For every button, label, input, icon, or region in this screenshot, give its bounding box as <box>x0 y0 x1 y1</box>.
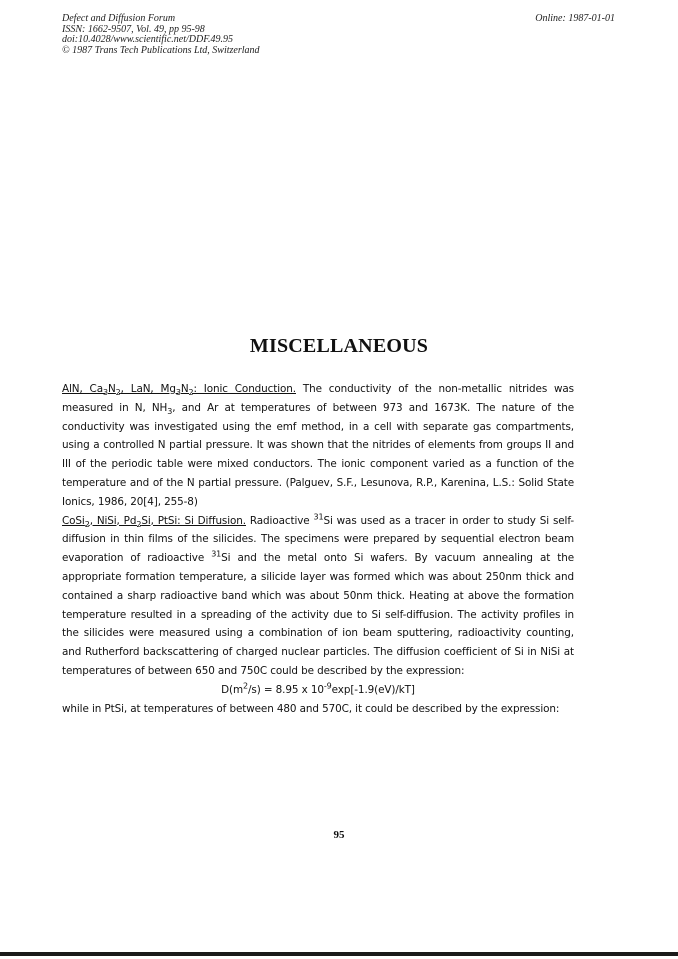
entry-text: , and Ar at temperatures of between 973 and 1673K. The nature of the conductivity was investigated using the emf method, in a cell with separate gas compartments, using a controlled N partial pressure. It was shown that the nitrides of elements from groups II and III of the periodic table were mixed conductors. The ionic component varied as a function of the temperature and of the N partial pressure. (Palguev, S.F., Lesunova, R.P., Karenina, L.S.: Solid State Ionics, 1986, 20[4], 255-8) <box>62 401 574 508</box>
bottom-rule <box>0 952 678 956</box>
journal-name: Defect and Diffusion Forum <box>62 13 176 24</box>
diffusion-equation: $D(m^2/s) = 8.95$ x $10^{-9}\exp[-1.9(eV)/kT]$ <box>221 681 415 696</box>
article-body <box>62 380 574 718</box>
entry-text: Radioactive <box>245 514 314 527</box>
journal-header <box>62 14 260 56</box>
copyright-line: © 1987 Trans Tech Publications Ltd, Switzerland <box>62 44 260 56</box>
page-title: MISCELLANEOUS <box>249 335 429 357</box>
doi-line[interactable]: doi:10.4028/www.scientific.net/DDF.49.95 <box>62 34 234 46</box>
online-date: Online: 1987-01-01 <box>535 13 615 24</box>
entry-text: The conductivity of the non-metallic nitrides was measured in N, NH <box>62 383 574 414</box>
entry-heading: AlN, $Ca_3N_2$, LaN, $Mg_3N_2$: Ionic Conduction. <box>62 383 296 398</box>
entry-continuation: while in PtSi, at temperatures of between 480 and 570C, it could be described by the expression: <box>62 702 560 715</box>
entry-ionic-conduction: AlN, $Ca_3N_2$, LaN, $Mg_3N_2$: Ionic Conduction. The conductivity of the non-metallic nitrides was measured in N, $NH_3$, and Ar at temperatures of between 973 and 1673K. The nature of the conductivity was investigated using the emf method, in a cell with separate gas compartments, using a controlled N partial pressure. It was shown that the nitrides of elements from groups II and III of the periodic table were mixed conductors. The ionic component varied as a function of the temperature and of the N partial pressure. (Palguev, S.F., Lesunova, R.P., Karenina, L.S.: Solid State Ionics, 1986, 20[4], 255-8) <box>62 383 574 508</box>
entry-si-diffusion: CoSi$_2$, NiSi, $Pd_2Si$, PtSi: Si Diffusion. Radioactive $^{31}$Si was used as a tracer in order to study Si self-diffusion in thin films of the silicides. The specimens were prepared by sequential electron beam evaporation of radioactive $^{31}$Si and the metal onto Si wafers. By vacuum annealing at the appropriate formation temperature, a silicide layer was formed which was about 250nm thick and contained a sharp radioactive band which was about 50nm thick. Heating at above the formation temperature resulted in a spreading of the activity due to Si self-diffusion. The activity profiles in the silicides were measured using a combination of ion beam sputtering, radioactivity counting, and Rutherford backscattering of charged nuclear particles. The diffusion coefficient of Si in NiSi at temperatures of between 650 and 750C could be described by the expression: <box>62 512 574 677</box>
issn-line: ISSN: 1662-9507, Vol. 49, pp 95-98 <box>62 23 205 35</box>
page-number: 95 <box>333 829 345 841</box>
entry-text: Si was used as a tracer in order to study Si self-diffusion in thin films of the silicides. The specimens were prepared by sequential electron beam evaporation of radioactive <box>62 514 574 565</box>
entry-heading: CoSi$_2$, NiSi, $Pd_2Si$, PtSi: Si Diffusion. <box>62 514 246 529</box>
entry-text: Si and the metal onto Si wafers. By vacuum annealing at the appropriate formation temperature, a silicide layer was formed which was about 250nm thick and contained a sharp radioactive band which was about 50nm thick. Heating at above the formation temperature resulted in a spreading of the activity due to Si self-diffusion. The activity profiles in the silicides were measured using a combination of ion beam sputtering, radioactivity counting, and Rutherford backscattering of charged nuclear particles. The diffusion coefficient of Si in NiSi at temperatures of between 650 and 750C could be described by the expression: <box>62 552 574 677</box>
